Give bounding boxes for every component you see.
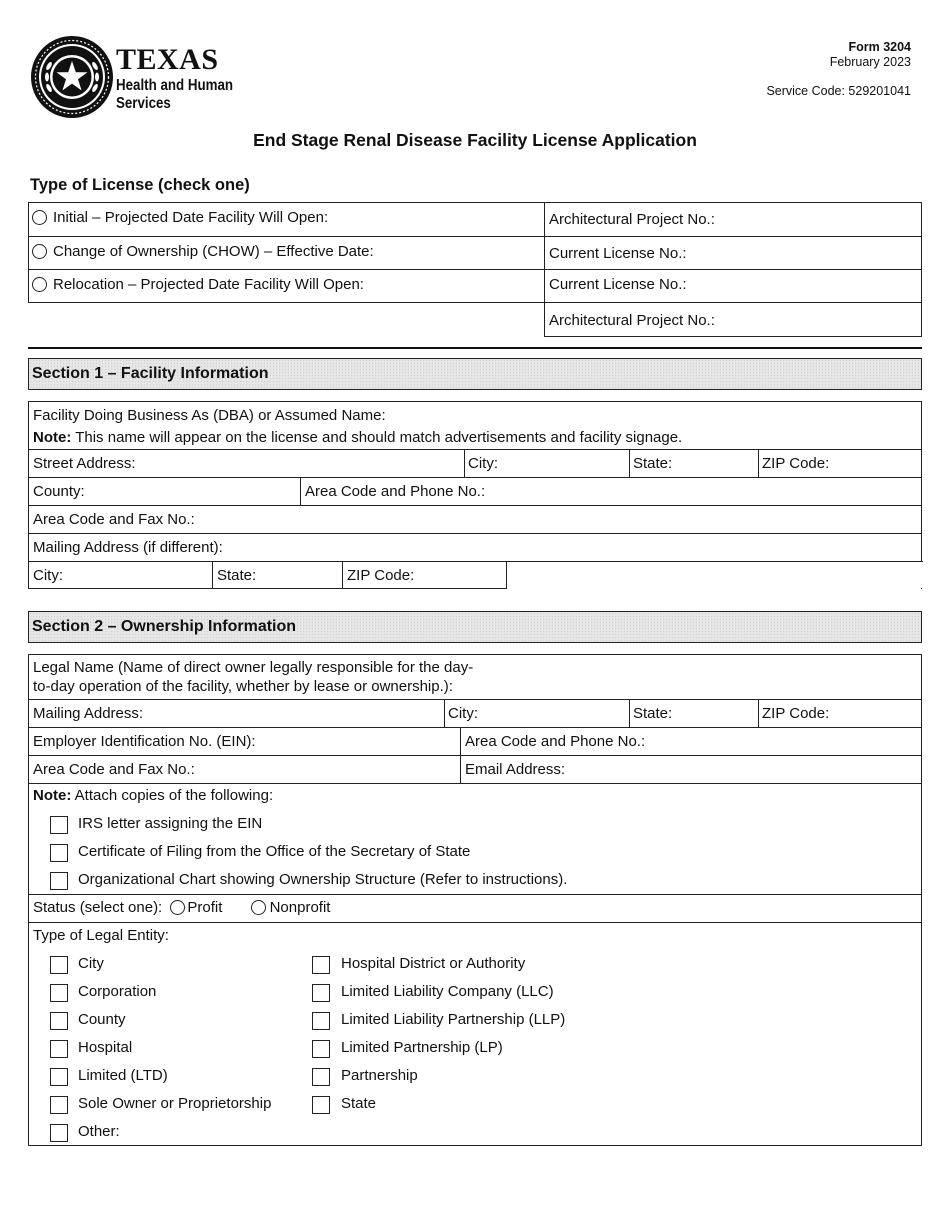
checkbox-entity-hospital[interactable]	[50, 1040, 68, 1058]
owner-email-field[interactable]: Email Address:	[465, 761, 566, 778]
status-row	[29, 898, 330, 918]
street-address-field[interactable]: Street Address:	[33, 455, 136, 472]
entity-other: Other:	[78, 1123, 120, 1140]
legal-entity-label: Type of Legal Entity:	[33, 927, 169, 944]
checkbox-entity-city[interactable]	[50, 956, 68, 974]
attach-note-label: Note:	[33, 787, 72, 804]
owner-city-field[interactable]: City:	[448, 705, 478, 722]
radio-nonprofit[interactable]	[251, 900, 266, 915]
mail-city-field[interactable]: City:	[33, 567, 63, 584]
checkbox-entity-hospital-district[interactable]	[312, 956, 330, 974]
ein-field[interactable]: Employer Identification No. (EIN):	[33, 733, 256, 750]
attachment-certificate-of-filing: Certificate of Filing from the Office of the Secretary of State	[78, 843, 471, 860]
service-code: Service Code: 529201041	[766, 84, 911, 98]
note-label: Note:	[33, 429, 72, 446]
legal-name-field-line2: to-day operation of the facility, whether by lease or ownership.):	[33, 678, 453, 695]
entity-partnership: Partnership	[341, 1067, 418, 1084]
license-option-initial[interactable]	[28, 208, 328, 228]
checkbox-entity-sole-owner[interactable]	[50, 1096, 68, 1114]
entity-llc: Limited Liability Company (LLC)	[341, 983, 554, 1000]
owner-zip-field[interactable]: ZIP Code:	[762, 705, 830, 722]
entity-county: County	[78, 1011, 126, 1028]
owner-fax-field[interactable]: Area Code and Fax No.:	[33, 761, 195, 778]
license-option-chow[interactable]	[28, 242, 374, 262]
owner-state-field[interactable]: State:	[633, 705, 673, 722]
mail-state-field[interactable]: State:	[217, 567, 257, 584]
form-number: Form 3204	[848, 40, 911, 54]
form-date: February 2023	[829, 55, 911, 69]
radio-chow[interactable]	[32, 244, 47, 259]
owner-mailing-address-field[interactable]: Mailing Address:	[33, 705, 144, 722]
logo-org-line2: Services	[116, 95, 171, 112]
architectural-project-no-field[interactable]: Architectural Project No.:	[549, 211, 715, 228]
section1-heading: Section 1 – Facility Information	[28, 358, 922, 390]
facility-dba-note	[29, 428, 682, 448]
current-license-no-field[interactable]: Current License No.:	[549, 245, 687, 262]
zip-field[interactable]: ZIP Code:	[762, 455, 830, 472]
form-meta	[766, 40, 911, 99]
section2-heading: Section 2 – Ownership Information	[28, 611, 922, 643]
checkbox-entity-partnership[interactable]	[312, 1068, 330, 1086]
county-field[interactable]: County:	[33, 483, 85, 500]
entity-sole-owner: Sole Owner or Proprietorship	[78, 1095, 272, 1112]
status-nonprofit-label: Nonprofit	[269, 899, 331, 916]
hhs-logo	[30, 35, 260, 120]
entity-limited: Limited (LTD)	[78, 1067, 168, 1084]
relocation-current-license-no-field[interactable]: Current License No.:	[549, 276, 687, 293]
checkbox-certificate-of-filing[interactable]	[50, 844, 68, 862]
mail-zip-field[interactable]: ZIP Code:	[347, 567, 415, 584]
status-label: Status (select one):	[33, 899, 163, 916]
entity-llp: Limited Liability Partnership (LLP)	[341, 1011, 566, 1028]
checkbox-entity-llc[interactable]	[312, 984, 330, 1002]
attach-note-text: Attach copies of the following:	[71, 787, 274, 804]
checkbox-entity-llp[interactable]	[312, 1012, 330, 1030]
facility-dba-field[interactable]: Facility Doing Business As (DBA) or Assumed Name:	[33, 407, 386, 424]
license-option-relocation[interactable]	[28, 275, 364, 295]
attach-note	[29, 786, 273, 806]
phone-field[interactable]: Area Code and Phone No.:	[305, 483, 486, 500]
checkbox-irs-letter[interactable]	[50, 816, 68, 834]
relocation-architectural-project-no-field[interactable]: Architectural Project No.:	[549, 312, 715, 329]
checkbox-org-chart[interactable]	[50, 872, 68, 890]
checkbox-entity-lp[interactable]	[312, 1040, 330, 1058]
attachment-irs-letter: IRS letter assigning the EIN	[78, 815, 263, 832]
fax-field[interactable]: Area Code and Fax No.:	[33, 511, 195, 528]
page-title: End Stage Renal Disease Facility License Application	[253, 130, 697, 150]
checkbox-entity-county[interactable]	[50, 1012, 68, 1030]
checkbox-entity-state[interactable]	[312, 1096, 330, 1114]
radio-profit[interactable]	[170, 900, 185, 915]
city-field[interactable]: City:	[468, 455, 498, 472]
checkbox-entity-corporation[interactable]	[50, 984, 68, 1002]
mailing-address-field[interactable]: Mailing Address (if different):	[33, 539, 223, 556]
license-option-relocation-label: Relocation – Projected Date Facility Will Open:	[53, 276, 364, 293]
entity-city: City	[78, 955, 104, 972]
checkbox-entity-limited[interactable]	[50, 1068, 68, 1086]
entity-lp: Limited Partnership (LP)	[341, 1039, 503, 1056]
status-profit-label: Profit	[187, 899, 223, 916]
checkbox-entity-other[interactable]	[50, 1124, 68, 1142]
logo-org-line1: Health and Human	[116, 77, 234, 94]
legal-name-field[interactable]: Legal Name (Name of direct owner legally responsible for the day-	[33, 659, 474, 676]
logo-state: TEXAS	[116, 43, 219, 76]
license-type-heading: Type of License (check one)	[30, 176, 250, 194]
entity-corporation: Corporation	[78, 983, 157, 1000]
owner-phone-field[interactable]: Area Code and Phone No.:	[465, 733, 646, 750]
entity-hospital-district: Hospital District or Authority	[341, 955, 526, 972]
entity-hospital: Hospital	[78, 1039, 133, 1056]
note-text: This name will appear on the license and should match advertisements and facility signage.	[71, 429, 683, 446]
texas-seal-icon	[30, 35, 114, 119]
attachment-org-chart: Organizational Chart showing Ownership Structure (Refer to instructions).	[78, 871, 568, 888]
state-field[interactable]: State:	[633, 455, 673, 472]
license-option-chow-label: Change of Ownership (CHOW) – Effective Date:	[53, 243, 374, 260]
radio-relocation[interactable]	[32, 277, 47, 292]
entity-state: State	[341, 1095, 377, 1112]
license-option-initial-label: Initial – Projected Date Facility Will Open:	[53, 209, 329, 226]
radio-initial[interactable]	[32, 210, 47, 225]
